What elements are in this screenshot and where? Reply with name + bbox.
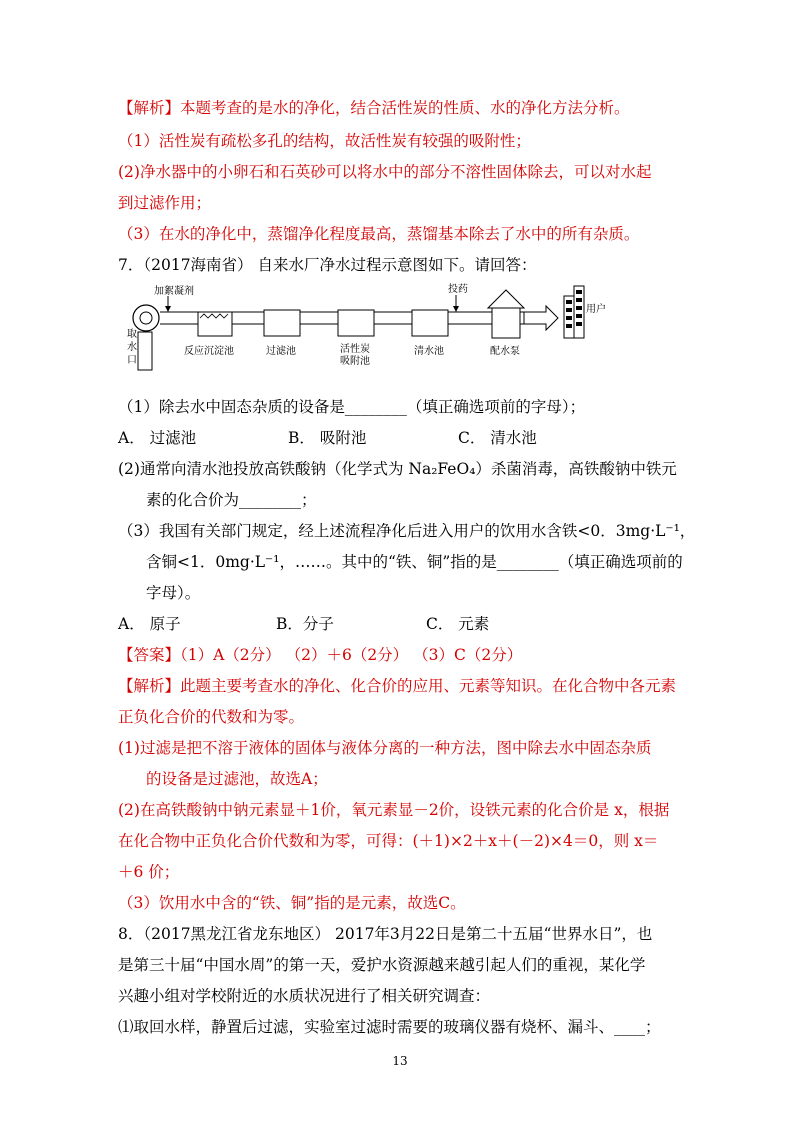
analysis7-head-b: 正负化合价的代数和为零。 [118,708,305,726]
analysis6-p3: （3）在水的净化中，蒸馏净化程度最高，蒸馏基本除去了水中的所有杂质。 [118,225,640,243]
intake-label-3: 口 [127,355,137,366]
analysis6-head: 【解析】本题考查的是水的净化，结合活性炭的性质、水的净化方法分析。 [118,99,630,117]
pump-label: 配水泵 [490,346,520,357]
pump-roof [488,290,524,308]
q7-part3b: 含铜<1．0mg·L⁻¹，……。其中的“铁、铜”指的是________（填正确选项前的 [146,553,683,571]
user-buildings-icon [564,286,584,338]
tank4-label: 清水池 [414,346,444,357]
tank2-label: 过滤池 [266,346,296,357]
analysis6-p2a: (2)净水器中的小卵石和石英砂可以将水中的部分不溶性固体除去，可以对水起 [118,163,652,181]
q7-part1: （1）除去水中固态杂质的设备是________（填正确选项前的字母）； [118,398,586,416]
answer7: 【答案】（1）A（2分） （2）＋6（2分） （3）C（2分） [118,646,523,664]
analysis7-p2a: (2)在高铁酸钠中钠元素显＋1价，氧元素显－2价，设铁元素的化合价是 x，根据 [118,801,670,819]
q8-line-c: 兴趣小组对学校附近的水质状况进行了相关研究调查： [118,987,491,1005]
q8-line-a: 8．（2017黑龙江省龙东地区） 2017年3月22日是第二十五届“世界水日”，也 [118,925,653,943]
intake-label-2: 水 [127,342,137,353]
q7-opt-a: A． 过滤池 [118,429,197,447]
water-treatment-svg [126,282,626,382]
q7-opt3-c: C． 元素 [426,615,490,633]
flow-arrow [524,306,558,330]
analysis7-p2c: ＋6 价； [118,863,180,881]
q7-opt-c: C． 清水池 [458,429,537,447]
tank1-label: 反应沉淀池 [184,346,234,357]
q8-line-b: 是第三十届“中国水周”的第一天，爱护水资源越来越引起人们的重视，某化学 [118,956,646,974]
tank3b-label: 吸附池 [340,356,370,367]
analysis7-p3: （3）饮用水中含的“铁、铜”指的是元素，故选C。 [118,894,466,912]
q7-opt-b: B． 吸附池 [288,429,367,447]
intake-label-1: 取 [127,329,137,340]
analysis7-p1b: 的设备是过滤池，故选A； [146,770,328,788]
analysis7-p2b: 在化合物中正负化合价代数和为零，可得：(＋1)×2＋x＋(－2)×4＝0，则 x＝ [118,832,659,850]
q7-part2a: (2)通常向清水池投放高铁酸钠（化学式为 Na₂FeO₄）杀菌消毒，高铁酸钠中铁元 [118,460,677,478]
q7-stem: 7．（2017海南省） 自来水厂净水过程示意图如下。请回答： [118,256,537,274]
q8-line-d: ⑴取回水样，静置后过滤，实验室过滤时需要的玻璃仪器有烧杯、漏斗、____； [118,1018,661,1036]
analysis7-head-a: 【解析】此题主要考查水的净化、化合价的应用、元素等知识。在化合物中各元素 [118,677,677,695]
user-label: 用户 [586,304,606,315]
pump-house [492,308,520,338]
q7-opt3-a: A． 原子 [118,615,181,633]
q7-opt3-b: B．分子 [276,615,334,633]
water-treatment-diagram [126,282,626,386]
q7-part3a: （3）我国有关部门规定，经上述流程净化后进入用户的饮用水含铁<0．3mg·L⁻¹， [118,522,696,540]
analysis7-p1a: (1)过滤是把不溶于液体的固体与液体分离的一种方法，图中除去水中固态杂质 [118,739,652,757]
tank-carbon [338,310,374,336]
analysis6-p2b: 到过滤作用； [118,194,212,212]
coagulant-label: 加絮凝剂 [154,286,194,297]
page-number: 13 [392,1054,408,1068]
q7-part2b: 素的化合价为________； [146,491,317,509]
dosing-label: 投药 [448,284,468,295]
analysis6-p1: （1）活性炭有疏松多孔的结构，故活性炭有较强的吸附性； [118,132,531,150]
q7-part3c: 字母）。 [146,584,201,602]
tank-clear-water [412,310,448,336]
tank-filter [264,310,300,336]
tank3a-label: 活性炭 [340,344,370,355]
